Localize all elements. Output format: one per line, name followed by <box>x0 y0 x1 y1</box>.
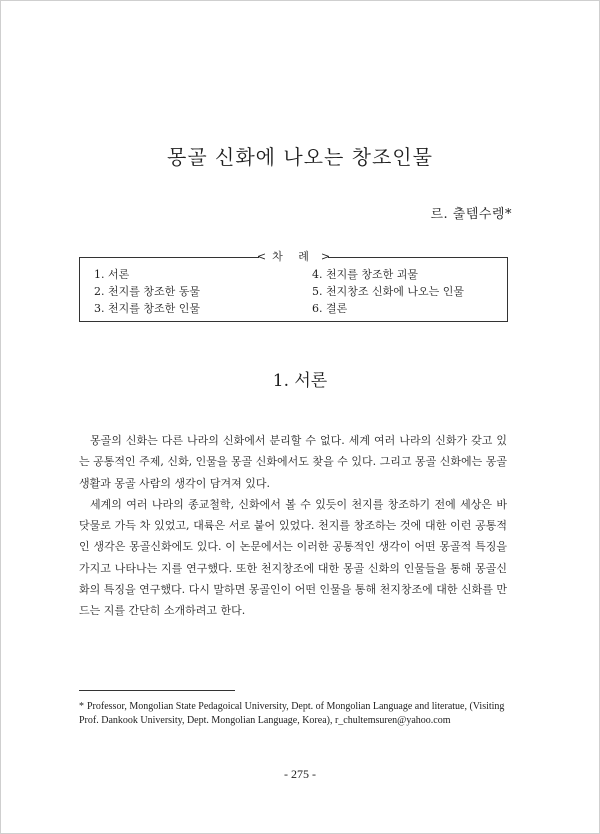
footnote <box>79 700 519 728</box>
section-heading: 1. 서론 <box>272 371 328 391</box>
author-name: 르. 출템수렝* <box>430 207 512 222</box>
footnote-rule <box>79 690 235 691</box>
toc-item: 2. 천지를 창조한 동물 <box>94 285 200 298</box>
toc-column-right <box>312 266 464 317</box>
page-number: - 275 - <box>284 767 316 781</box>
toc-left-bracket: < <box>256 250 267 263</box>
footnote-marker: * <box>79 701 84 712</box>
toc-heading <box>80 248 507 264</box>
toc-item: 4. 천지를 창조한 괴물 <box>312 268 418 281</box>
toc-item: 6. 결론 <box>312 302 348 315</box>
paragraph: 세계의 여러 나라의 종교철학, 신화에서 볼 수 있듯이 천지를 창조하기 전에 세상은 바닷물로 가득 차 있었고, 대륙은 서로 붙어 있었다. 천지를 창조하는 것에 대한 이런 공통적인 생각은 몽골신화에도 있다. 이 논문에서는 이러한 공통적인 생각이 어떤 몽골적 특징을 가지고 나타나는 지를 연구했다. 또한 천지창조에 대한 몽골 신화의 인물들을 통해 몽골신화의 특징을 연구했다. 다시 말하면 몽골인이 어떤 인물을 통해 천지창조에 대한 신화를 만드는 지를 간단히 소개하려고 한다. <box>79 497 507 618</box>
toc-item: 3. 천지를 창조한 인물 <box>94 302 200 315</box>
toc-column-left <box>94 266 200 317</box>
table-of-contents-box <box>79 250 508 322</box>
body-text <box>79 430 507 622</box>
toc-item: 5. 천지창조 신화에 나오는 인물 <box>312 285 464 298</box>
toc-right-bracket: > <box>320 250 331 263</box>
paragraph: 몽골의 신화는 다른 나라의 신화에서 분리할 수 없다. 세계 여러 나라의 신화가 갖고 있는 공통적인 주제, 신화, 인물을 몽골 신화에서도 찾을 수 있다. 그리고 몽골 신화에는 몽골 생활과 몽골 사람의 생각이 담겨져 있다. <box>79 434 507 490</box>
paper-title: 몽골 신화에 나오는 창조인물 <box>167 145 433 169</box>
toc-heading-label: 차 례 <box>272 250 315 263</box>
footnote-text: Professor, Mongolian State Pedagoical University, Dept. of Mongolian Language and literatue, (Visiting Prof. Dankook University, Dept. Mongolian Language, Korea), r_chultemsuren@yahoo.com <box>79 701 505 726</box>
toc-item: 1. 서론 <box>94 268 130 281</box>
